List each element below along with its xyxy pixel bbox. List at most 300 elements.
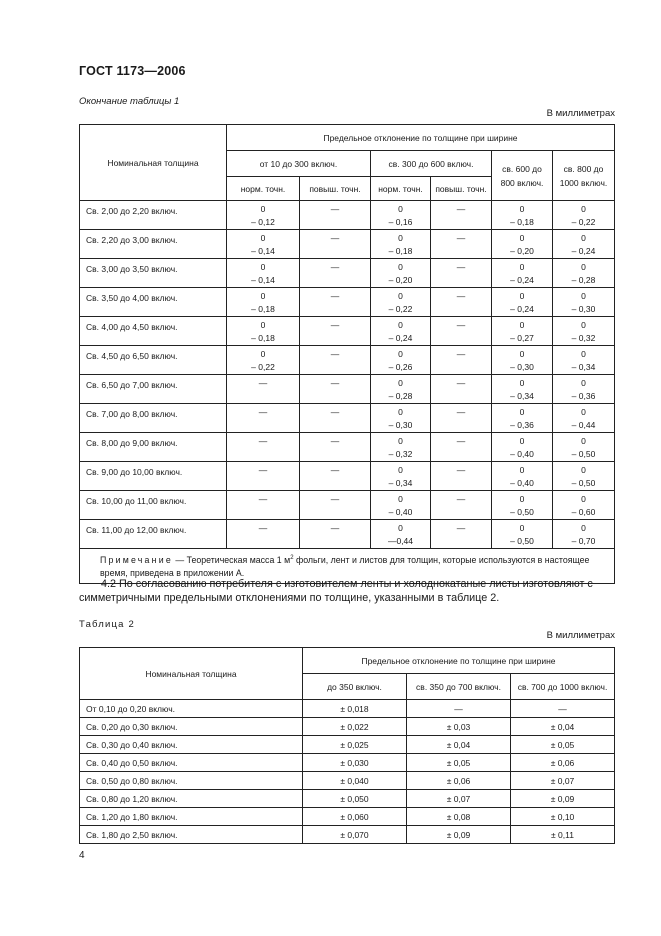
- table1-header-w3-line2: 800 включ.: [500, 177, 544, 188]
- table2-row: [80, 754, 615, 772]
- table2-row-label: Св. 1,20 до 1,80 включ.: [80, 808, 303, 826]
- table1-cell-w3-value: 0: [519, 407, 525, 417]
- table2-cell-w3: ± 0,07: [511, 772, 615, 790]
- document-title: ГОСТ 1173—2006: [79, 64, 186, 78]
- table1-cell-w2-norm: [371, 433, 431, 462]
- table1-row-label: [80, 201, 227, 230]
- table1-cell-w1-norm-value: —: [258, 407, 268, 417]
- table1-cell-w4-value: 0: [581, 407, 586, 417]
- table2-row-label: Св. 0,40 до 0,50 включ.: [80, 754, 303, 772]
- table1-cell-w2-norm: [371, 288, 431, 317]
- table1-header-pov1: повыш. точн.: [300, 177, 371, 201]
- table1-header-norm1: норм. точн.: [227, 177, 300, 201]
- table2-row-label: Св. 0,20 до 0,30 включ.: [80, 718, 303, 736]
- table1-cell-w4-value: 0: [581, 291, 586, 301]
- table1-row-label: [80, 491, 227, 520]
- table1-cell-w4: [553, 346, 615, 375]
- table1-row-label-value: Св. 10,00 до 11,00 включ.: [86, 496, 187, 506]
- table1-row-label-value: Св. 7,00 до 8,00 включ.: [86, 409, 178, 419]
- table1-row: [80, 288, 615, 317]
- table1: [79, 124, 615, 584]
- paragraph-number: 4.2: [101, 578, 117, 590]
- table1-cell-w1-norm: [227, 230, 300, 259]
- table1-header-w2: св. 300 до 600 включ.: [371, 151, 492, 177]
- table1-cell-w2-norm-value: 0: [398, 436, 403, 446]
- table2-cell-w3: —: [511, 700, 615, 718]
- table1-cell-w2-pov-value: —: [456, 436, 466, 446]
- table1-row: [80, 491, 615, 520]
- table1-cell-w4-value: 0: [581, 349, 586, 359]
- table2-cell-w1: ± 0,070: [303, 826, 407, 844]
- table1-cell-w3-value: – 0,50: [510, 536, 534, 546]
- table2-header-row: [80, 648, 615, 674]
- table1-cell-w4: [553, 230, 615, 259]
- table1-cell-w2-norm-value: – 0,30: [388, 420, 413, 430]
- table1-cell-w1-norm-value: – 0,18: [251, 333, 275, 343]
- table1-row-label: [80, 375, 227, 404]
- table1-cell-w4-value: 0: [581, 465, 586, 475]
- table2-row: [80, 700, 615, 718]
- table1-row: [80, 462, 615, 491]
- table1-cell-w1-pov: [300, 375, 371, 404]
- table1-row-label-value: Св. 9,00 до 10,00 включ.: [86, 467, 183, 477]
- table2-cell-w2: ± 0,03: [407, 718, 511, 736]
- table1-row: [80, 404, 615, 433]
- table1-cell-w3-value: – 0,50: [510, 507, 534, 517]
- table1-row-label: [80, 462, 227, 491]
- table1-cell-w4-value: – 0,70: [571, 536, 596, 546]
- table1-cell-w4-value: – 0,44: [571, 420, 596, 430]
- table1-row-label-value: Св. 2,20 до 3,00 включ.: [86, 235, 178, 245]
- table1-cell-w2-norm-value: 0: [398, 233, 403, 243]
- table2-cell-w1: ± 0,022: [303, 718, 407, 736]
- table2: [79, 647, 615, 844]
- table1-cell-w1-norm: [227, 259, 300, 288]
- table1-cell-w2-pov: [431, 491, 492, 520]
- table1-cell-w2-norm-value: 0: [398, 291, 403, 301]
- table1-header-w4-line2: 1000 включ.: [559, 177, 608, 188]
- table1-cell-w2-pov: [431, 201, 492, 230]
- table1-cell-w1-norm: [227, 433, 300, 462]
- table1-cell-w2-norm-value: 0: [398, 349, 403, 359]
- table2-body: [80, 700, 615, 844]
- table1-cell-w1-norm-value: 0: [260, 349, 266, 359]
- table1-row: [80, 375, 615, 404]
- table1-row: [80, 520, 615, 549]
- table1-row-label: [80, 259, 227, 288]
- table1-cell-w2-pov: [431, 520, 492, 549]
- table1-cell-w3: [492, 346, 553, 375]
- table1-cell-w1-norm: [227, 375, 300, 404]
- table1-cell-w2-pov: [431, 288, 492, 317]
- table1-cell-w4: [553, 375, 615, 404]
- table1-cell-w1-pov: [300, 433, 371, 462]
- table1-cell-w4-value: – 0,24: [571, 246, 596, 256]
- table2-header-w1: до 350 включ.: [303, 674, 407, 700]
- table1-cell-w4: [553, 520, 615, 549]
- table1-row-label: [80, 346, 227, 375]
- table1-cell-w4-value: – 0,60: [571, 507, 596, 517]
- table1-cell-w2-norm-value: – 0,22: [388, 304, 413, 314]
- table1-cell-w3: [492, 375, 553, 404]
- table1-cell-w3: [492, 201, 553, 230]
- table1-cell-w4-value: – 0,36: [571, 391, 596, 401]
- table1-cell-w3-value: 0: [519, 494, 525, 504]
- table1-cell-w1-pov-value: —: [330, 494, 340, 504]
- table2-row-label: Св. 0,50 до 0,80 включ.: [80, 772, 303, 790]
- table1-cell-w1-norm-value: —: [258, 378, 268, 388]
- table1-cell-w1-pov-value: —: [330, 233, 340, 243]
- table1-cell-w2-pov-value: —: [456, 291, 466, 301]
- table1-cell-w4: [553, 288, 615, 317]
- table1-cell-w2-norm-value: – 0,16: [388, 217, 413, 227]
- table1-cell-w4-value: – 0,34: [571, 362, 596, 372]
- table1-cell-w4-value: 0: [581, 233, 586, 243]
- table1-cell-w1-norm-value: —: [258, 465, 268, 475]
- table2-cell-w2: ± 0,09: [407, 826, 511, 844]
- table1-cell-w1-pov-value: —: [330, 465, 340, 475]
- table1-cell-w2-pov-value: —: [456, 349, 466, 359]
- table1-cell-w2-pov-value: —: [456, 320, 466, 330]
- table2-cell-w2: ± 0,08: [407, 808, 511, 826]
- table1-cell-w3: [492, 259, 553, 288]
- table1-cell-w2-norm: [371, 375, 431, 404]
- table2-cell-w1: ± 0,018: [303, 700, 407, 718]
- table1-header-pov2: повыш. точн.: [431, 177, 492, 201]
- table1-cell-w3-value: 0: [519, 523, 525, 533]
- table1-cell-w4: [553, 201, 615, 230]
- table2-cell-w2: —: [407, 700, 511, 718]
- table1-header-w3: [492, 151, 553, 201]
- table1-cell-w2-pov: [431, 433, 492, 462]
- table2-row: [80, 808, 615, 826]
- paragraph-text: По согласованию потребителя с изготовителем ленты и холоднокатаные листы изготовляют с симметричными предельными отклонениями по толщине, указанными в таблице 2.: [79, 578, 593, 604]
- table1-cell-w4-value: – 0,50: [571, 449, 596, 459]
- table1-cell-w4: [553, 462, 615, 491]
- table1-cell-w3-value: 0: [519, 378, 525, 388]
- table1-cell-w3-value: – 0,27: [510, 333, 534, 343]
- table1-row-label-value: Св. 2,00 до 2,20 включ.: [86, 206, 178, 216]
- note-text-1: — Теоретическая масса 1 м: [172, 554, 291, 565]
- table1-cell-w3-value: – 0,40: [510, 478, 534, 488]
- table2-cell-w1: ± 0,030: [303, 754, 407, 772]
- table1-header-w3-line1: св. 600 до: [502, 163, 542, 174]
- table1-header-nominal: Номинальная толщина: [80, 125, 227, 201]
- table2-header-nominal: Номинальная толщина: [80, 648, 303, 700]
- table1-cell-w2-norm-value: – 0,24: [388, 333, 413, 343]
- table1-row: [80, 201, 615, 230]
- table1-header-w4: [553, 151, 615, 201]
- table1-cell-w4-value: 0: [581, 320, 586, 330]
- table2-row: [80, 772, 615, 790]
- table1-cell-w1-norm: [227, 346, 300, 375]
- table1-cell-w2-norm-value: 0: [398, 378, 403, 388]
- table1-header-w1: от 10 до 300 включ.: [227, 151, 371, 177]
- table1-cell-w3: [492, 230, 553, 259]
- table1-row-label-value: Св. 3,50 до 4,00 включ.: [86, 293, 178, 303]
- table1-cell-w3-value: 0: [519, 262, 525, 272]
- table1-row-label-value: Св. 4,50 до 6,50 включ.: [86, 351, 178, 361]
- table1-cell-w2-norm-value: – 0,40: [388, 507, 413, 517]
- table1-row-label-value: Св. 4,00 до 4,50 включ.: [86, 322, 178, 332]
- table1-row-label-value: Св. 11,00 до 12,00 включ.: [86, 525, 187, 535]
- table1-cell-w3-value: 0: [519, 233, 525, 243]
- table2-caption: Таблица 2: [79, 619, 135, 630]
- table1-cell-w1-pov: [300, 491, 371, 520]
- table1-cell-w1-pov: [300, 317, 371, 346]
- table1-cell-w1-norm-value: 0: [260, 262, 266, 272]
- table2-cell-w2: ± 0,06: [407, 772, 511, 790]
- table1-cell-w2-pov-value: —: [456, 262, 466, 272]
- table2-row-label: Св. 1,80 до 2,50 включ.: [80, 826, 303, 844]
- table1-cell-w3-value: 0: [519, 291, 525, 301]
- table1-header-row: [80, 125, 615, 151]
- table1-cell-w3: [492, 462, 553, 491]
- table1-row-label: [80, 433, 227, 462]
- table1-cell-w2-norm-value: – 0,20: [388, 275, 413, 285]
- table2-row-label: От 0,10 до 0,20 включ.: [80, 700, 303, 718]
- table1-cell-w2-norm: [371, 201, 431, 230]
- table1-cell-w2-norm: [371, 491, 431, 520]
- table1-cell-w1-pov-value: —: [330, 407, 340, 417]
- table2-row-label: Св. 0,30 до 0,40 включ.: [80, 736, 303, 754]
- table2-row: [80, 790, 615, 808]
- table1-cell-w1-pov-value: —: [330, 262, 340, 272]
- table1-cell-w1-norm: [227, 288, 300, 317]
- table1-cell-w1-norm-value: —: [258, 494, 268, 504]
- table1-cell-w3: [492, 520, 553, 549]
- table1-cell-w2-norm: [371, 404, 431, 433]
- page-number: 4: [79, 850, 85, 861]
- table1-cell-w2-norm-value: – 0,18: [388, 246, 413, 256]
- table1-header-norm2: норм. точн.: [371, 177, 431, 201]
- table2-cell-w2: ± 0,04: [407, 736, 511, 754]
- table2-cell-w3: ± 0,10: [511, 808, 615, 826]
- table1-cell-w4-value: 0: [581, 262, 586, 272]
- table1-row-label-value: Св. 3,00 до 3,50 включ.: [86, 264, 178, 274]
- table1-cell-w4-value: 0: [581, 436, 586, 446]
- table1-cell-w1-norm: [227, 462, 300, 491]
- table2-cell-w3: ± 0,04: [511, 718, 615, 736]
- table1-cell-w1-norm: [227, 491, 300, 520]
- table1-cell-w2-pov: [431, 375, 492, 404]
- table1-cell-w2-norm-value: 0: [398, 494, 403, 504]
- table1-cell-w1-pov-value: —: [330, 523, 340, 533]
- table1-row: [80, 433, 615, 462]
- table1-cell-w2-pov-value: —: [456, 465, 466, 475]
- table1-cell-w1-norm: [227, 201, 300, 230]
- table1-cell-w3-value: – 0,36: [510, 420, 534, 430]
- table1-cell-w3: [492, 317, 553, 346]
- table1-cell-w1-norm-value: – 0,14: [251, 246, 275, 256]
- table1-cell-w4-value: – 0,22: [571, 217, 596, 227]
- table1-header-limit: Предельное отклонение по толщине при ширине: [227, 125, 615, 151]
- table1-cell-w2-norm-value: 0: [398, 523, 403, 533]
- table1-cell-w2-pov-value: —: [456, 523, 466, 533]
- table1-cell-w2-norm: [371, 346, 431, 375]
- table1-cell-w3-value: – 0,30: [510, 362, 534, 372]
- table1-cell-w1-pov-value: —: [330, 204, 340, 214]
- table1-cell-w3: [492, 433, 553, 462]
- table2-cell-w3: ± 0,09: [511, 790, 615, 808]
- table1-cell-w2-norm-value: – 0,32: [388, 449, 413, 459]
- table2-cell-w1: ± 0,050: [303, 790, 407, 808]
- table1-cell-w2-pov-value: —: [456, 494, 466, 504]
- table1-cell-w3-value: 0: [519, 465, 525, 475]
- table1-cell-w1-norm-value: – 0,22: [251, 362, 275, 372]
- table1-cell-w4: [553, 491, 615, 520]
- table1-cell-w2-pov: [431, 346, 492, 375]
- table1-row-label-value: Св. 6,50 до 7,00 включ.: [86, 380, 178, 390]
- table1-cell-w3: [492, 491, 553, 520]
- table1-cell-w4: [553, 317, 615, 346]
- table1-cell-w2-norm-value: —0,44: [387, 536, 414, 546]
- table1-cell-w2-norm-value: – 0,28: [388, 391, 413, 401]
- table1-cell-w1-norm: [227, 520, 300, 549]
- table1-cell-w2-pov-value: —: [456, 378, 466, 388]
- table1-row-label: [80, 230, 227, 259]
- table1-cell-w4: [553, 404, 615, 433]
- table2-header-w3: св. 700 до 1000 включ.: [511, 674, 615, 700]
- table1-cell-w1-norm-value: – 0,14: [251, 275, 275, 285]
- table1-cell-w3-value: – 0,24: [510, 304, 534, 314]
- table1-row: [80, 346, 615, 375]
- table1-cell-w1-pov-value: —: [330, 291, 340, 301]
- table1-cell-w3-value: 0: [519, 320, 525, 330]
- table1-cell-w4: [553, 433, 615, 462]
- table2-cell-w3: ± 0,05: [511, 736, 615, 754]
- table2-header-w2: св. 350 до 700 включ.: [407, 674, 511, 700]
- table1-cell-w1-pov: [300, 201, 371, 230]
- table1-cell-w1-norm-value: 0: [260, 204, 266, 214]
- table2-row: [80, 718, 615, 736]
- table1-cell-w3-value: – 0,24: [510, 275, 534, 285]
- table2-cell-w2: ± 0,05: [407, 754, 511, 772]
- table1-cell-w1-pov: [300, 462, 371, 491]
- paragraph-4-2: [79, 577, 619, 605]
- table1-cell-w2-norm: [371, 230, 431, 259]
- table1-cell-w4-value: – 0,50: [571, 478, 596, 488]
- table1-cell-w1-norm-value: —: [258, 523, 268, 533]
- table2-row: [80, 826, 615, 844]
- table2-cell-w1: ± 0,040: [303, 772, 407, 790]
- table1-row-label: [80, 288, 227, 317]
- table1-cell-w1-pov: [300, 288, 371, 317]
- table1-cell-w2-norm-value: 0: [398, 204, 403, 214]
- table2-cell-w3: ± 0,06: [511, 754, 615, 772]
- note-text-2: фольги, лент и листов для толщин, которые используются в настоящее время, приведена в приложении А.: [100, 554, 590, 578]
- table1-caption: Окончание таблицы 1: [79, 96, 180, 107]
- table1-cell-w3: [492, 404, 553, 433]
- table1-cell-w2-norm: [371, 259, 431, 288]
- table1-cell-w4-value: 0: [581, 494, 586, 504]
- table1-cell-w2-pov: [431, 317, 492, 346]
- table1-cell-w2-norm: [371, 462, 431, 491]
- table1-cell-w4-value: – 0,28: [571, 275, 596, 285]
- table1-cell-w2-norm-value: – 0,34: [388, 478, 413, 488]
- table1-row-label: [80, 317, 227, 346]
- table1-row-label-value: Св. 8,00 до 9,00 включ.: [86, 438, 178, 448]
- note-label: Примечание: [100, 554, 173, 565]
- table1-row: [80, 317, 615, 346]
- table1-cell-w4-value: – 0,32: [571, 333, 596, 343]
- table1-cell-w1-norm-value: 0: [260, 320, 266, 330]
- table1-cell-w4-value: 0: [581, 204, 586, 214]
- table1-cell-w3-value: – 0,34: [510, 391, 534, 401]
- table1-cell-w2-norm: [371, 317, 431, 346]
- table1-cell-w2-pov: [431, 230, 492, 259]
- table1-row: [80, 259, 615, 288]
- table1-row: [80, 230, 615, 259]
- table1-cell-w3-value: – 0,18: [510, 217, 534, 227]
- table1-cell-w1-norm-value: 0: [260, 291, 266, 301]
- table1-cell-w2-pov: [431, 462, 492, 491]
- table1-row-label: [80, 520, 227, 549]
- table2-header-limit: Предельное отклонение по толщине при ширине: [303, 648, 615, 674]
- table1-cell-w2-pov: [431, 259, 492, 288]
- table1-cell-w1-pov: [300, 259, 371, 288]
- note-superscript: 2: [290, 555, 294, 561]
- table1-cell-w1-norm-value: —: [258, 436, 268, 446]
- table2-row: [80, 736, 615, 754]
- table1-cell-w3-value: – 0,40: [510, 449, 534, 459]
- table1-cell-w1-pov-value: —: [330, 320, 340, 330]
- table1-cell-w2-pov: [431, 404, 492, 433]
- table1-cell-w1-norm: [227, 317, 300, 346]
- table1-cell-w1-norm-value: 0: [260, 233, 266, 243]
- table1-cell-w2-pov-value: —: [456, 204, 466, 214]
- table1-cell-w3-value: 0: [519, 436, 525, 446]
- table1-cell-w4-value: 0: [581, 378, 586, 388]
- table1-cell-w1-pov: [300, 520, 371, 549]
- table1-cell-w3-value: – 0,20: [510, 246, 534, 256]
- table1-row-label: [80, 404, 227, 433]
- table1-cell-w4-value: – 0,30: [571, 304, 596, 314]
- table1-cell-w3-value: 0: [519, 349, 525, 359]
- table1-cell-w3: [492, 288, 553, 317]
- table1-cell-w1-pov-value: —: [330, 378, 340, 388]
- table1-cell-w2-norm-value: 0: [398, 262, 403, 272]
- table1-cell-w4-value: 0: [581, 523, 586, 533]
- table1-cell-w1-pov: [300, 346, 371, 375]
- table2-units: В миллиметрах: [546, 630, 615, 641]
- table1-cell-w2-norm-value: 0: [398, 465, 403, 475]
- table2-cell-w1: ± 0,060: [303, 808, 407, 826]
- table2-cell-w2: ± 0,07: [407, 790, 511, 808]
- table2-cell-w1: ± 0,025: [303, 736, 407, 754]
- table1-cell-w2-norm: [371, 520, 431, 549]
- table1-cell-w1-pov: [300, 230, 371, 259]
- table1-cell-w4: [553, 259, 615, 288]
- table1-cell-w2-pov-value: —: [456, 407, 466, 417]
- table1-cell-w1-pov-value: —: [330, 436, 340, 446]
- table1-units: В миллиметрах: [546, 108, 615, 119]
- table1-cell-w2-norm-value: 0: [398, 320, 403, 330]
- table1-cell-w3-value: 0: [519, 204, 525, 214]
- table1-cell-w1-norm-value: – 0,12: [251, 217, 275, 227]
- table1-cell-w2-pov-value: —: [456, 233, 466, 243]
- table2-cell-w3: ± 0,11: [511, 826, 615, 844]
- table1-header-w4-line1: св. 800 до: [563, 163, 604, 174]
- table1-cell-w1-pov-value: —: [330, 349, 340, 359]
- table1-cell-w1-norm-value: – 0,18: [251, 304, 275, 314]
- table1-cell-w1-norm: [227, 404, 300, 433]
- table1-cell-w2-norm-value: 0: [398, 407, 403, 417]
- table1-cell-w1-pov: [300, 404, 371, 433]
- table2-row-label: Св. 0,80 до 1,20 включ.: [80, 790, 303, 808]
- table1-cell-w2-norm-value: – 0,26: [388, 362, 413, 372]
- table1-body: [80, 201, 615, 549]
